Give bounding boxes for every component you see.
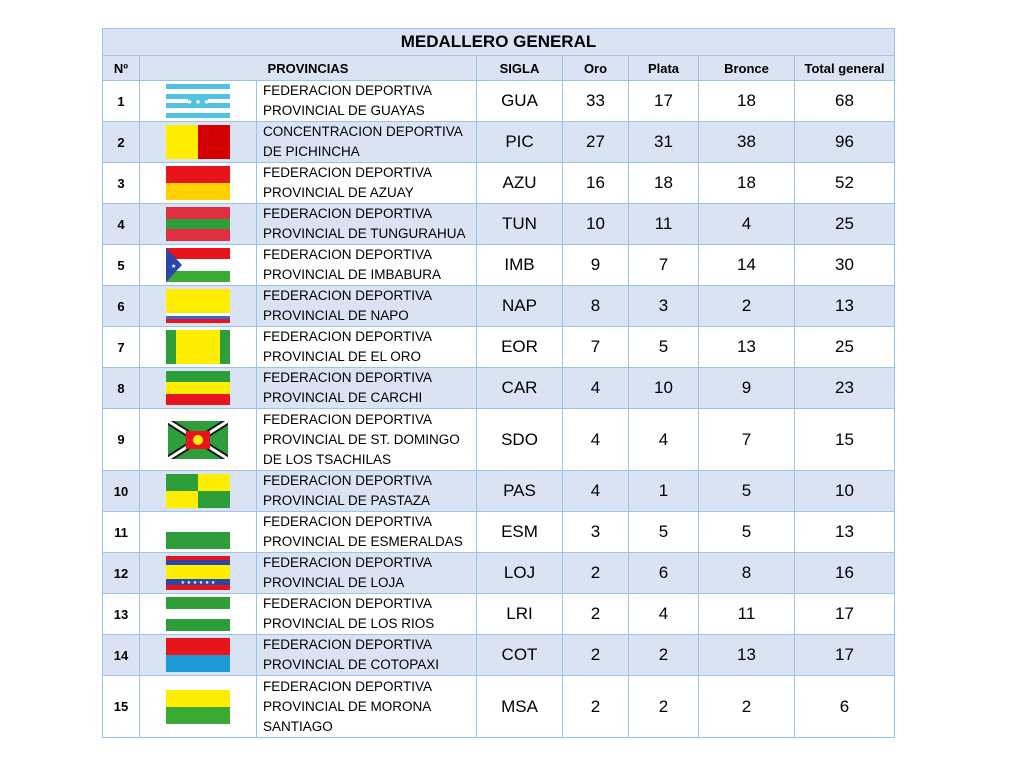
svg-text:★ ★ ★: ★ ★ ★	[186, 98, 210, 106]
province-name	[257, 286, 477, 327]
row-number: 6	[103, 286, 140, 327]
header-total: Total general	[795, 56, 895, 81]
province-name-line: FEDERACION DEPORTIVA	[263, 329, 433, 344]
row-number: 10	[103, 471, 140, 512]
bronce-cell: 14	[699, 245, 795, 286]
row-number: 1	[103, 81, 140, 122]
morona-santiago-flag	[140, 676, 257, 738]
sigla-cell: GUA	[477, 81, 563, 122]
oro-cell: 8	[563, 286, 629, 327]
pastaza-flag	[140, 471, 257, 512]
tungurahua-flag-image	[166, 207, 230, 241]
province-name-line: FEDERACION DEPORTIVA	[263, 473, 433, 488]
morona-santiago-flag-image	[166, 690, 230, 724]
table-row	[103, 204, 895, 245]
plata-cell: 10	[629, 368, 699, 409]
province-name	[257, 204, 477, 245]
table-row	[103, 327, 895, 368]
oro-cell: 27	[563, 122, 629, 163]
province-name-line: PROVINCIAL DE EL ORO	[263, 349, 422, 364]
province-name-line: FEDERACION DEPORTIVA	[263, 596, 433, 611]
el-oro-flag	[140, 327, 257, 368]
plata-cell: 5	[629, 327, 699, 368]
bronce-cell: 13	[699, 635, 795, 676]
carchi-flag-image	[166, 371, 230, 405]
header-bronce: Bronce	[699, 56, 795, 81]
province-name-line: PROVINCIAL DE ST. DOMINGO	[263, 431, 460, 447]
province-name-line: DE PICHINCHA	[263, 144, 360, 159]
province-name-line: FEDERACION DEPORTIVA	[263, 370, 433, 385]
sigla-cell: COT	[477, 635, 563, 676]
table-row	[103, 122, 895, 163]
plata-cell: 3	[629, 286, 699, 327]
province-name	[257, 368, 477, 409]
bronce-cell: 7	[699, 409, 795, 471]
sigla-cell: SDO	[477, 409, 563, 471]
total-cell: 17	[795, 594, 895, 635]
province-name-line: PROVINCIAL DE TUNGURAHUA	[263, 226, 466, 241]
province-name-line: FEDERACION DEPORTIVA	[263, 247, 433, 262]
bronce-cell: 4	[699, 204, 795, 245]
table-row	[103, 471, 895, 512]
row-number: 9	[103, 409, 140, 471]
carchi-flag	[140, 368, 257, 409]
bronce-cell: 38	[699, 122, 795, 163]
province-name-line: FEDERACION DEPORTIVA	[263, 411, 433, 427]
province-name-line: PROVINCIAL DE LOJA	[263, 575, 405, 590]
province-name	[257, 594, 477, 635]
pichincha-flag	[140, 122, 257, 163]
province-name	[257, 635, 477, 676]
province-name	[257, 553, 477, 594]
oro-cell: 10	[563, 204, 629, 245]
plata-cell: 7	[629, 245, 699, 286]
sigla-cell: LOJ	[477, 553, 563, 594]
plata-cell: 2	[629, 676, 699, 738]
oro-cell: 2	[563, 676, 629, 738]
province-name-line: PROVINCIAL DE PASTAZA	[263, 493, 431, 508]
pichincha-flag-image	[166, 125, 230, 159]
napo-flag	[140, 286, 257, 327]
province-name-line: FEDERACION DEPORTIVA	[263, 678, 433, 694]
row-number: 2	[103, 122, 140, 163]
table-row	[103, 409, 895, 471]
total-cell: 13	[795, 512, 895, 553]
sigla-cell: PAS	[477, 471, 563, 512]
total-cell: 25	[795, 327, 895, 368]
los-rios-flag	[140, 594, 257, 635]
bronce-cell: 5	[699, 512, 795, 553]
province-name-line: PROVINCIAL DE AZUAY	[263, 185, 414, 200]
table-row	[103, 676, 895, 738]
row-number: 13	[103, 594, 140, 635]
santo-domingo-flag	[140, 409, 257, 471]
table-row	[103, 512, 895, 553]
row-number: 3	[103, 163, 140, 204]
province-name	[257, 676, 477, 738]
table-row	[103, 163, 895, 204]
total-cell: 17	[795, 635, 895, 676]
province-name-line: FEDERACION DEPORTIVA	[263, 637, 433, 652]
total-cell: 96	[795, 122, 895, 163]
loja-flag	[140, 553, 257, 594]
total-cell: 10	[795, 471, 895, 512]
province-name	[257, 512, 477, 553]
province-name	[257, 163, 477, 204]
medal-table	[102, 28, 895, 738]
province-name-line: FEDERACION DEPORTIVA	[263, 165, 433, 180]
esmeraldas-flag-image	[166, 515, 230, 549]
sigla-cell: ESM	[477, 512, 563, 553]
province-name-line: PROVINCIAL DE CARCHI	[263, 390, 423, 405]
el-oro-flag-image	[166, 330, 230, 364]
province-name-line: PROVINCIAL DE IMBABURA	[263, 267, 442, 282]
total-cell: 68	[795, 81, 895, 122]
bronce-cell: 18	[699, 163, 795, 204]
plata-cell: 4	[629, 409, 699, 471]
imbabura-flag	[140, 245, 257, 286]
imbabura-flag-image	[166, 248, 230, 282]
row-number: 11	[103, 512, 140, 553]
province-name-line: FEDERACION DEPORTIVA	[263, 206, 433, 221]
sigla-cell: AZU	[477, 163, 563, 204]
plata-cell: 1	[629, 471, 699, 512]
province-name-line: FEDERACION DEPORTIVA	[263, 288, 433, 303]
bronce-cell: 2	[699, 676, 795, 738]
sigla-cell: CAR	[477, 368, 563, 409]
table-body	[103, 81, 895, 738]
row-number: 5	[103, 245, 140, 286]
oro-cell: 2	[563, 594, 629, 635]
header-plata: Plata	[629, 56, 699, 81]
province-name	[257, 471, 477, 512]
table-row	[103, 245, 895, 286]
total-cell: 16	[795, 553, 895, 594]
total-cell: 15	[795, 409, 895, 471]
bronce-cell: 8	[699, 553, 795, 594]
oro-cell: 9	[563, 245, 629, 286]
row-number: 7	[103, 327, 140, 368]
oro-cell: 7	[563, 327, 629, 368]
row-number: 4	[103, 204, 140, 245]
plata-cell: 17	[629, 81, 699, 122]
province-name-line: SANTIAGO	[263, 718, 333, 734]
plata-cell: 5	[629, 512, 699, 553]
table-title: MEDALLERO GENERAL	[103, 29, 895, 56]
sigla-cell: MSA	[477, 676, 563, 738]
sigla-cell: TUN	[477, 204, 563, 245]
table-row	[103, 81, 895, 122]
svg-text:★: ★	[171, 263, 177, 270]
province-name	[257, 327, 477, 368]
province-name-line: DE LOS TSACHILAS	[263, 451, 392, 467]
table-row	[103, 635, 895, 676]
province-name-line: CONCENTRACION DEPORTIVA	[263, 124, 463, 139]
row-number: 12	[103, 553, 140, 594]
tungurahua-flag	[140, 204, 257, 245]
province-name	[257, 409, 477, 471]
bronce-cell: 11	[699, 594, 795, 635]
province-name-line: PROVINCIAL DE COTOPAXI	[263, 657, 440, 672]
bronce-cell: 18	[699, 81, 795, 122]
province-name	[257, 81, 477, 122]
oro-cell: 4	[563, 471, 629, 512]
plata-cell: 6	[629, 553, 699, 594]
svg-text:★ ★ ★ ★ ★ ★: ★ ★ ★ ★ ★ ★	[180, 580, 216, 586]
province-name-line: FEDERACION DEPORTIVA	[263, 555, 433, 570]
oro-cell: 2	[563, 635, 629, 676]
total-cell: 13	[795, 286, 895, 327]
cotopaxi-flag	[140, 635, 257, 676]
santo-domingo-flag-image	[168, 421, 228, 459]
table-row	[103, 594, 895, 635]
oro-cell: 16	[563, 163, 629, 204]
sigla-cell: PIC	[477, 122, 563, 163]
sigla-cell: IMB	[477, 245, 563, 286]
province-name-line: PROVINCIAL DE ESMERALDAS	[263, 534, 463, 549]
sigla-cell: NAP	[477, 286, 563, 327]
row-number: 8	[103, 368, 140, 409]
header-num: Nº	[103, 56, 140, 81]
bronce-cell: 2	[699, 286, 795, 327]
province-name-line: PROVINCIAL DE LOS RIOS	[263, 616, 435, 631]
plata-cell: 2	[629, 635, 699, 676]
province-name-line: FEDERACION DEPORTIVA	[263, 514, 433, 529]
total-cell: 6	[795, 676, 895, 738]
oro-cell: 33	[563, 81, 629, 122]
azuay-flag-image	[166, 166, 230, 200]
guayas-flag	[140, 81, 257, 122]
esmeraldas-flag	[140, 512, 257, 553]
total-cell: 30	[795, 245, 895, 286]
table-row	[103, 368, 895, 409]
cotopaxi-flag-image	[166, 638, 230, 672]
header-oro: Oro	[563, 56, 629, 81]
napo-flag-image	[166, 289, 230, 323]
header-provincias: PROVINCIAS	[140, 56, 477, 81]
province-name-line: PROVINCIAL DE MORONA	[263, 698, 432, 714]
province-name	[257, 245, 477, 286]
bronce-cell: 5	[699, 471, 795, 512]
row-number: 15	[103, 676, 140, 738]
table-row	[103, 553, 895, 594]
los-rios-flag-image	[166, 597, 230, 631]
total-cell: 25	[795, 204, 895, 245]
table-row	[103, 286, 895, 327]
plata-cell: 31	[629, 122, 699, 163]
province-name-line: FEDERACION DEPORTIVA	[263, 83, 433, 98]
pastaza-flag-image	[166, 474, 230, 508]
header-sigla: SIGLA	[477, 56, 563, 81]
total-cell: 52	[795, 163, 895, 204]
oro-cell: 3	[563, 512, 629, 553]
row-number: 14	[103, 635, 140, 676]
guayas-flag-image	[166, 84, 230, 118]
province-name-line: PROVINCIAL DE GUAYAS	[263, 103, 425, 118]
oro-cell: 2	[563, 553, 629, 594]
province-name	[257, 122, 477, 163]
oro-cell: 4	[563, 409, 629, 471]
loja-flag-image	[166, 556, 230, 590]
azuay-flag	[140, 163, 257, 204]
sigla-cell: LRI	[477, 594, 563, 635]
total-cell: 23	[795, 368, 895, 409]
province-name-line: PROVINCIAL DE NAPO	[263, 308, 409, 323]
plata-cell: 11	[629, 204, 699, 245]
sigla-cell: EOR	[477, 327, 563, 368]
bronce-cell: 9	[699, 368, 795, 409]
plata-cell: 4	[629, 594, 699, 635]
bronce-cell: 13	[699, 327, 795, 368]
oro-cell: 4	[563, 368, 629, 409]
plata-cell: 18	[629, 163, 699, 204]
